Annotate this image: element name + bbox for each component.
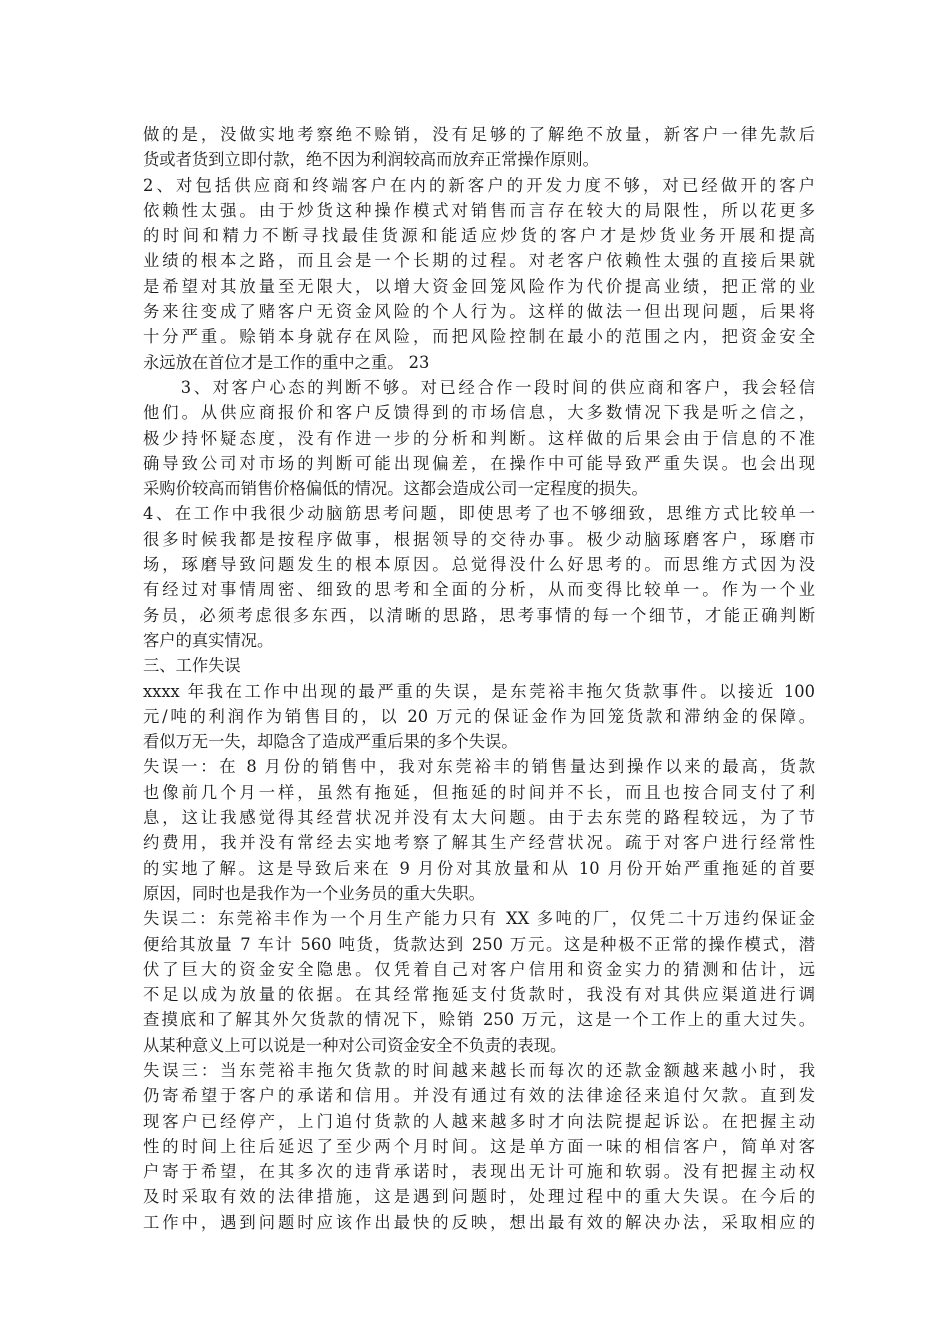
text-line: 伏了巨大的资金安全隐患。仅凭着自己对客户信用和资金实力的猜测和估计，远 xyxy=(143,959,815,979)
text-line: 他们。从供应商报价和客户反馈得到的市场信息，大多数情况下我是听之信之， xyxy=(143,403,815,423)
text-line: 三、工作失误 xyxy=(143,656,241,676)
text-line: 原因，同时也是我作为一个业务员的重大失职。 xyxy=(143,883,485,903)
text-line: xxxx 年我在工作中出现的最严重的失误，是东莞裕丰拖欠货款事件。以接近 100 xyxy=(143,681,815,701)
text-line: 是希望对其放量至无限大，以增大资金回笼风险作为代价提高业绩，把正常的业 xyxy=(143,276,815,296)
text-line: 失误三：当东莞裕丰拖欠货款的时间越来越长而每次的还款金额越来越小时，我 xyxy=(143,1060,815,1080)
text-line: 性的时间上往后延迟了至少两个月时间。这是单方面一味的相信客户，简单对客 xyxy=(143,1136,815,1156)
text-line: 确导致公司对市场的判断可能出现偏差，在操作中可能导致严重失误。也会出现 xyxy=(143,453,815,473)
text-line: 户寄于希望，在其多次的违背承诺时，表现出无计可施和软弱。没有把握主动权 xyxy=(143,1162,815,1182)
text-line: 采购价较高而销售价格偏低的情况。这都会造成公司一定程度的损失。 xyxy=(143,479,648,499)
text-line: 的实地了解。这是导致后来在 9 月份对其放量和从 10 月份开始严重拖延的首要 xyxy=(143,858,815,878)
text-line: 及时采取有效的法律措施，这是遇到问题时，处理过程中的重大失误。在今后的 xyxy=(143,1187,815,1207)
text-line: 现客户已经停产，上门追付货款的人越来越多时才向法院提起诉讼。在把握主动 xyxy=(143,1111,815,1131)
text-line: 2、对包括供应商和终端客户在内的新客户的开发力度不够，对已经做开的客户 xyxy=(143,175,815,195)
text-line: 失误二：东莞裕丰作为一个月生产能力只有 XX 多吨的厂，仅凭二十万违约保证金 xyxy=(143,909,815,929)
text-line: 失误一：在 8 月份的销售中，我对东莞裕丰的销售量达到操作以来的最高，货款 xyxy=(143,757,815,777)
text-line: 元/吨的利润作为销售目的，以 20 万元的保证金作为回笼货款和滞纳金的保障。 xyxy=(143,706,815,726)
text-line: 从某种意义上可以说是一种对公司资金安全不负责的表现。 xyxy=(143,1035,567,1055)
text-line: 十分严重。赊销本身就存在风险，而把风险控制在最小的范围之内，把资金安全 xyxy=(143,327,815,347)
text-line: 极少持怀疑态度，没有作进一步的分析和判断。这样做的后果会由于信息的不准 xyxy=(143,428,815,448)
text-line: 便给其放量 7 车计 560 吨货，货款达到 250 万元。这是种极不正常的操作模式，潜 xyxy=(143,934,815,954)
text-line: 客户的真实情况。 xyxy=(143,630,274,650)
text-line: 查摸底和了解其外欠货款的情况下，赊销 250 万元，这是一个工作上的重大过失。 xyxy=(143,1010,815,1030)
text-line: 的时间和精力不断寻找最佳货源和能适应炒货的客户才是炒货业务开展和提高 xyxy=(143,226,815,246)
text-line: 约费用，我并没有常经去实地考察了解其生产经营状况。疏于对客户进行经常性 xyxy=(143,833,815,853)
text-line: 看似万无一失，却隐含了造成严重后果的多个失误。 xyxy=(143,732,518,752)
text-line: 务来往变成了赌客户无资金风险的个人行为。这样的做法一但出现问题，后果将 xyxy=(143,302,815,322)
text-line: 货或者货到立即付款，绝不因为利润较高而放弃正常操作原则。 xyxy=(143,150,599,170)
text-line: 4、在工作中我很少动脑筋思考问题，即使思考了也不够细致，思维方式比较单一 xyxy=(143,504,815,524)
text-line: 依赖性太强。由于炒货这种操作模式对销售而言存在较大的局限性，所以花更多 xyxy=(143,200,815,220)
text-line: 永远放在首位才是工作的重中之重。 23 xyxy=(143,352,430,372)
document-body xyxy=(143,122,815,1235)
text-line: 息，这让我感觉得其经营状况并没有太大问题。由于去东莞的路程较远，为了节 xyxy=(143,808,815,828)
text-line: 场，琢磨导致问题发生的根本原因。总觉得没什么好思考的。而思维方式因为没 xyxy=(143,555,815,575)
text-line: 3、对客户心态的判断不够。对已经合作一段时间的供应商和客户，我会轻信 xyxy=(143,377,815,397)
text-line: 仍寄希望于客户的承诺和信用。并没有通过有效的法律途径来追付欠款。直到发 xyxy=(143,1086,815,1106)
text-line: 做的是，没做实地考察绝不赊销，没有足够的了解绝不放量，新客户一律先款后 xyxy=(143,125,815,144)
text-line: 务员，必须考虑很多东西，以清晰的思路，思考事情的每一个细节，才能正确判断 xyxy=(143,605,815,625)
text-line: 也像前几个月一样，虽然有拖延，但拖延的时间并不长，而且也按合同支付了利 xyxy=(143,782,815,802)
text-line: 工作中，遇到问题时应该作出最快的反映，想出最有效的解决办法，采取相应的 xyxy=(143,1212,815,1232)
text-line: 不足以成为放量的依据。在其经常拖延支付货款时，我没有对其供应渠道进行调 xyxy=(143,985,815,1005)
text-line: 业绩的根本之路，而且会是一个长期的过程。对老客户依赖性太强的直接后果就 xyxy=(143,251,815,271)
text-line: 有经过对事情周密、细致的思考和全面的分析，从而变得比较单一。作为一个业 xyxy=(143,580,815,600)
text-line: 很多时候我都是按程序做事，根据领导的交待办事。极少动脑琢磨客户，琢磨市 xyxy=(143,529,815,549)
